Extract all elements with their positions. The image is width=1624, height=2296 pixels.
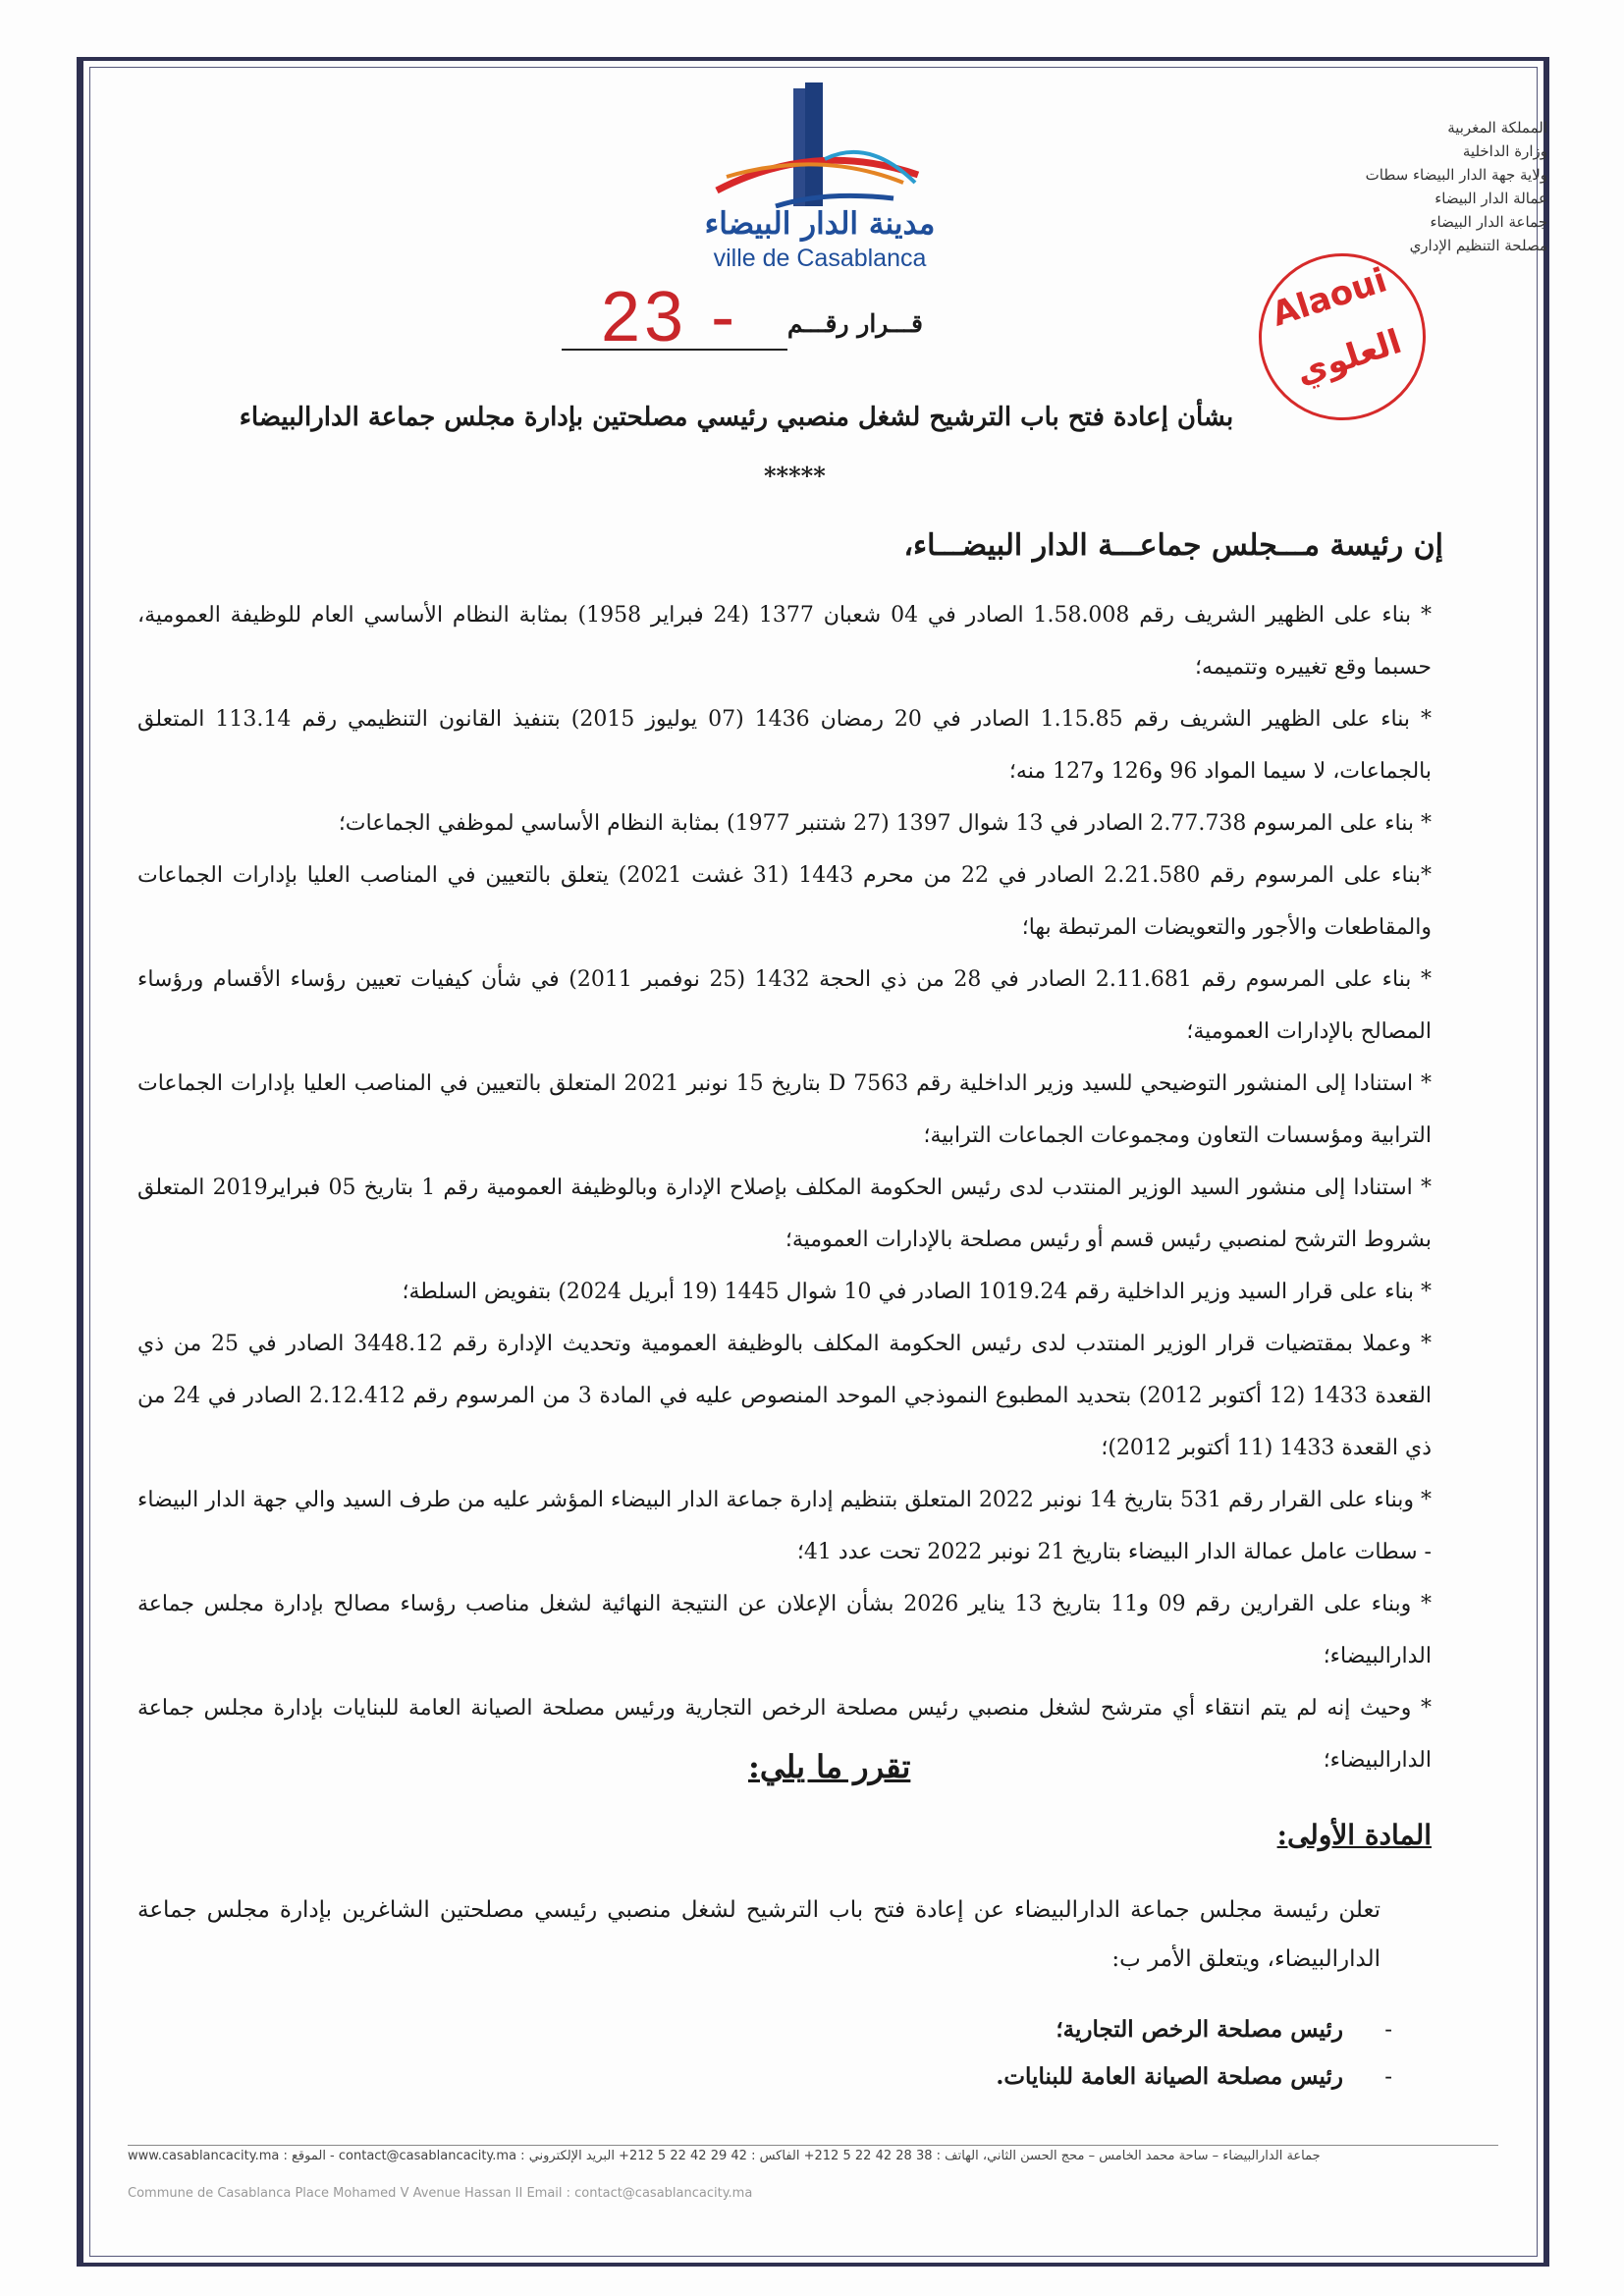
- list-item: - رئيس مصلحة الصيانة العامة للبنايات.: [996, 2053, 1392, 2101]
- preamble-paragraph: * وعملا بمقتضيات قرار الوزير المنتدب لدى رئيس الحكومة المكلف بالوظيفة العمومية وتحديث الإدارة رقم 3448.12 الصادر في 25 من ذي القعدة 1433 (12 أكتوبر 2012) بتحديد المطبوع النموذجي الموحد المنصوص عليه في المادة 3 من المرسوم رقم 2.12.412 الصادر في 24 من ذي القعدة 1433 (11 أكتوبر 2012)؛: [137, 1332, 1433, 1460]
- preamble-paragraph: * بناء على الظهير الشريف رقم 1.58.008 الصادر في 04 شعبان 1377 (24 فبراير 1958) بمثابة النظام الأساسي العام للوظيفة العمومية، حسبما وقع تغييره وتتميمه؛: [137, 603, 1433, 680]
- logo-arabic-text: مدينة الدار البيضاء: [704, 206, 936, 242]
- admin-line: جماعة الدار البيضاء: [1430, 213, 1547, 231]
- preamble-paragraph: * وحيث إنه لم يتم انتقاء أي مترشح لشغل منصبي رئيس مصلحة الرخص التجارية ورئيس مصلحة الصيانة العامة للبنايات بإدارة مجلس جماعة الدارالبيضاء؛: [137, 1696, 1432, 1773]
- preamble-paragraph: * بناء على المرسوم رقم 2.11.681 الصادر في 28 من ذي الحجة 1432 (25 نوفمبر 2011) في شأن كيفيات تعيين رؤساء الأقسام ورؤساء المصالح بالإدارات العمومية؛: [137, 967, 1432, 1044]
- stamp-top-text: Alaoui: [1267, 260, 1392, 335]
- footer-contact: جماعة الدارالبيضاء – ساحة محمد الخامس – محج الحسن الثاني، الهاتف : 38 28 42 22 5 212+ الفاكس : 42 29 42 22 5 212+ البريد الإلكتروني : contact@casablancacity.ma - الموقع : www.casablancacity.ma: [128, 2149, 1321, 2163]
- stamp-bottom-text: العلوي: [1291, 321, 1407, 393]
- preamble: [137, 589, 1432, 1786]
- footer-divider: [128, 2145, 1498, 2146]
- article-text: تعلن رئيسة مجلس جماعة الدارالبيضاء عن إعادة فتح باب الترشيح لشغل منصبي رئيسي مصلحتين الشاغرين بإدارة مجلس جماعة الدارالبيضاء، ويتعلق الأمر ب:: [137, 1897, 1380, 1972]
- document-subject: بشأن إعادة فتح باب الترشيح لشغل منصبي رئيسي مصلحتين بإدارة مجلس جماعة الدارالبيضاء: [239, 403, 1234, 432]
- list-item: - رئيس مصلحة الرخص التجارية؛: [996, 2006, 1392, 2053]
- decision-label: قـــرار رقـــم: [786, 309, 923, 338]
- positions-list: [996, 2006, 1432, 2101]
- separator-stars: *****: [764, 462, 826, 490]
- preamble-paragraph: * بناء على المرسوم 2.77.738 الصادر في 13 شوال 1397 (27 شتنبر 1977) بمثابة النظام الأساسي لموظفي الجماعات؛: [338, 811, 1432, 836]
- preamble-paragraph: * بناء على قرار السيد وزير الداخلية رقم 1019.24 الصادر في 10 شوال 1445 (19 أبريل 2024) بتفويض السلطة؛: [402, 1280, 1432, 1304]
- decides-heading: تقرر ما يلي:: [748, 1748, 911, 1785]
- admin-header: [1253, 116, 1547, 257]
- admin-line: ولاية جهة الدار البيضاء سطات: [1365, 166, 1547, 184]
- admin-line: مصلحة التنظيم الإداري: [1409, 237, 1547, 254]
- logo-emblem-icon: [658, 81, 972, 208]
- admin-line: المملكة المغربية: [1447, 119, 1547, 137]
- decision-number: 23 -: [601, 278, 739, 356]
- preamble-paragraph: * بناء على الظهير الشريف رقم 1.15.85 الصادر في 20 رمضان 1436 (07 يوليوز 2015) بتنفيذ القانون التنظيمي رقم 113.14 المتعلق بالجماعات، لا سيما المواد 96 و126 و127 منه؛: [137, 707, 1432, 784]
- president-heading: إن رئيسة مـــجلس جماعـــة الدار البيضـــاء،: [903, 528, 1443, 563]
- casablanca-logo: [658, 81, 972, 287]
- logo-french-text: ville de Casablanca: [713, 245, 927, 272]
- article-title: المادة الأولى:: [1276, 1819, 1432, 1851]
- preamble-paragraph: * وبناء على القرار رقم 531 بتاريخ 14 نونبر 2022 المتعلق بتنظيم إدارة جماعة الدار البيضاء المؤشر عليه من طرف السيد والي جهة الدار البيضاء - سطات عامل عمالة الدار البيضاء بتاريخ 21 نونبر 2022 تحت عدد 41؛: [137, 1488, 1433, 1564]
- admin-line: عمالة الدار البيضاء: [1435, 190, 1547, 207]
- preamble-paragraph: * وبناء على القرارين رقم 09 و11 بتاريخ 13 يناير 2026 بشأن الإعلان عن النتيجة النهائية لشغل مناصب رؤساء مصالح بإدارة مجلس جماعة الدارالبيضاء؛: [137, 1592, 1432, 1668]
- preamble-paragraph: * استنادا إلى منشور السيد الوزير المنتدب لدى رئيس الحكومة المكلف بإصلاح الإدارة وبالوظيفة العمومية رقم 1 بتاريخ 05 فبراير2019 المتعلق بشروط الترشح لمنصبي رئيس قسم أو رئيس مصلحة بالإدارات العمومية؛: [137, 1175, 1432, 1252]
- footer-address: Commune de Casablanca Place Mohamed V Avenue Hassan II Email : contact@casablancacity.ma: [128, 2186, 753, 2201]
- preamble-paragraph: *بناء على المرسوم رقم 2.21.580 الصادر في 22 من محرم 1443 (31 غشت 2021) يتعلق بالتعيين في المناصب العليا بإدارات الجماعات والمقاطعات والأجور والتعويضات المرتبطة بها؛: [137, 863, 1432, 940]
- preamble-paragraph: * استنادا إلى المنشور التوضيحي للسيد وزير الداخلية رقم D 7563 بتاريخ 15 نونبر 2021 المتعلق بالتعيين في المناصب العليا بإدارات الجماعات الترابية ومؤسسات التعاون ومجموعات الجماعات الترابية؛: [137, 1071, 1433, 1148]
- admin-line: وزارة الداخلية: [1462, 142, 1547, 160]
